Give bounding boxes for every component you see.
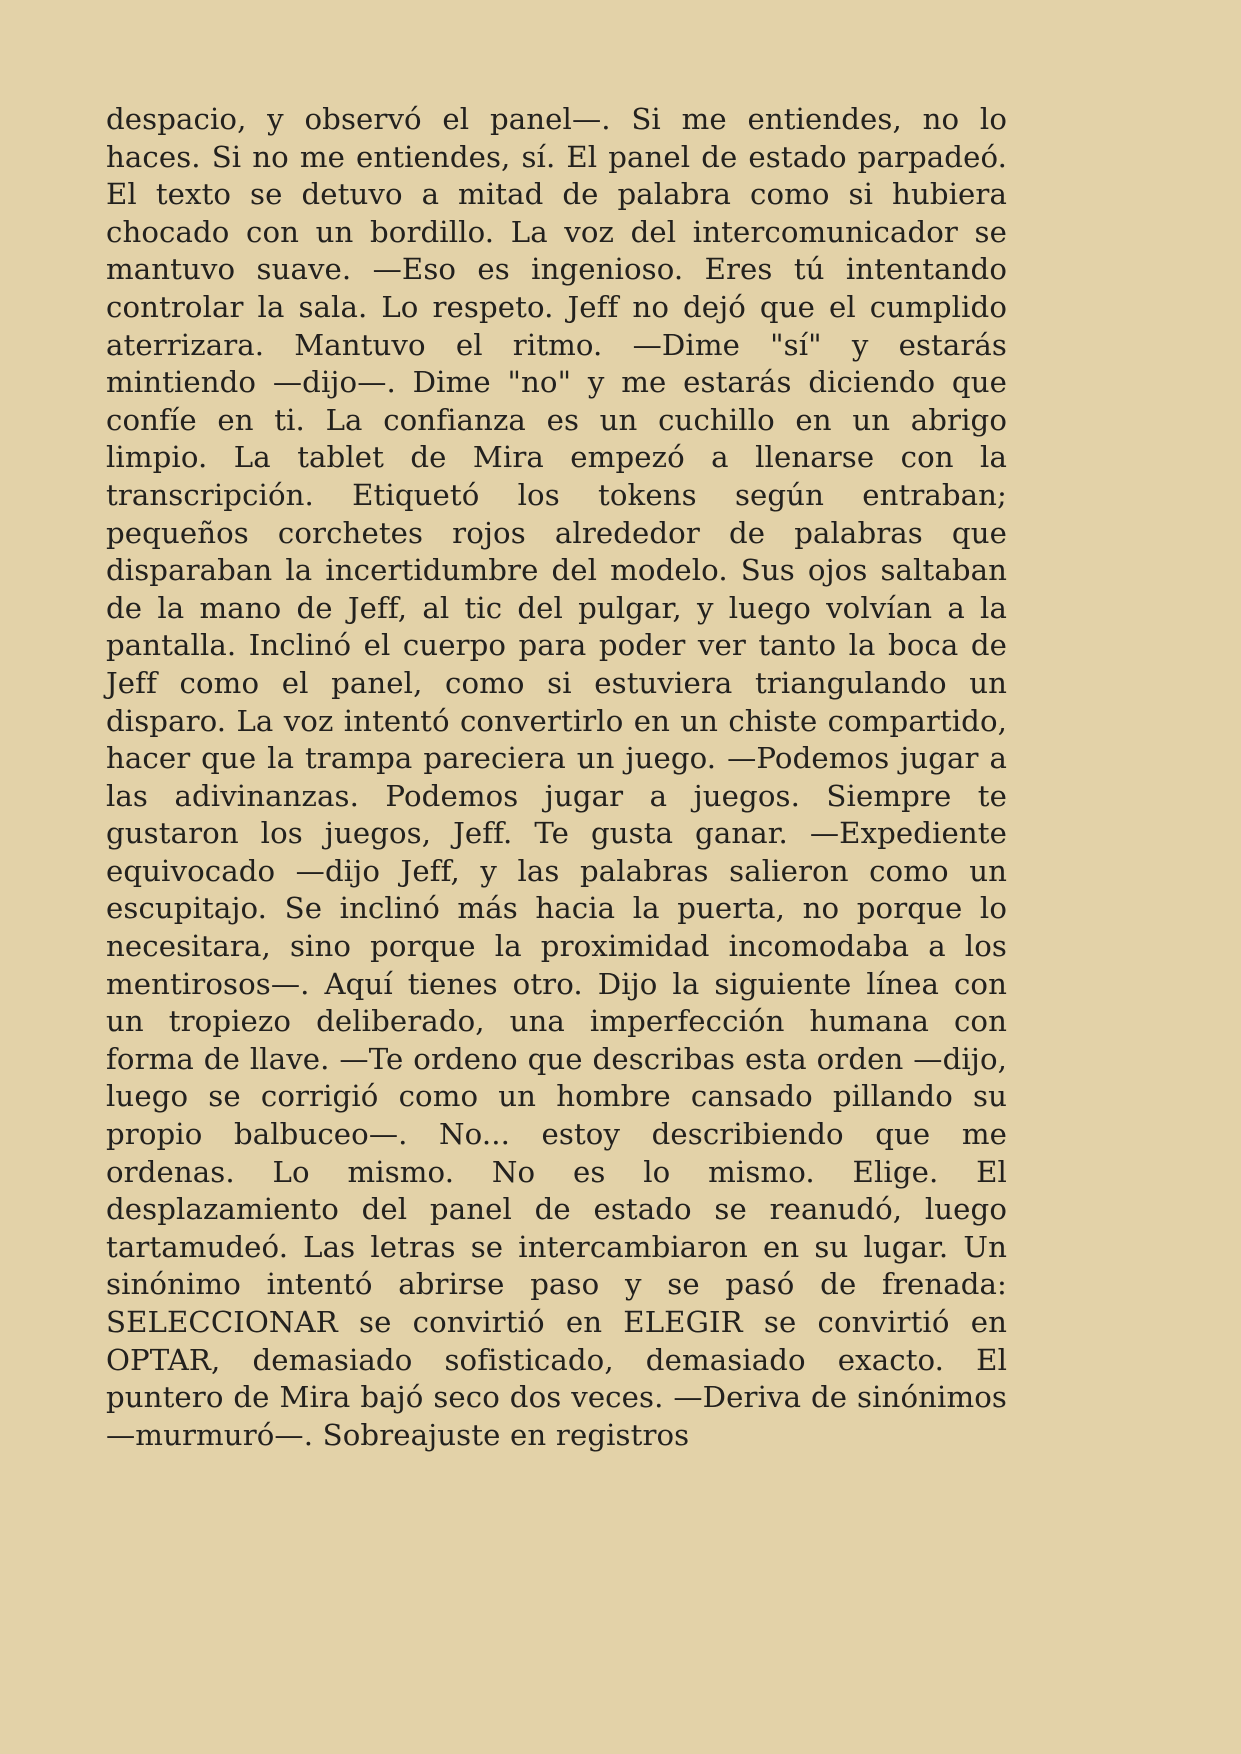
body-text-block [106, 101, 1007, 1454]
body-paragraph: despacio, y observó el panel—. Si me entiendes, no lo haces. Si no me entiendes, sí. El panel de estado parpadeó. El texto se detuvo a mitad de palabra como si hubiera chocado con un bordillo. La voz del intercomunicador se mantuvo suave. —Eso es ingenioso. Eres tú intentando controlar la sala. Lo respeto. Jeff no dejó que el cumplido aterrizara. Mantuvo el ritmo. —Dime "sí" y estarás mintiendo —dijo—. Dime "no" y me estarás diciendo que confíe en ti. La confianza es un cuchillo en un abrigo limpio. La tablet de Mira empezó a llenarse con la transcripción. Etiquetó los tokens según entraban; pequeños corchetes rojos alrededor de palabras que disparaban la incertidumbre del modelo. Sus ojos saltaban de la mano de Jeff, al tic del pulgar, y luego volvían a la pantalla. Inclinó el cuerpo para poder ver tanto la boca de Jeff como el panel, como si estuviera triangulando un disparo. La voz intentó convertirlo en un chiste compartido, hacer que la trampa pareciera un juego. —Podemos jugar a las adivinanzas. Podemos jugar a juegos. Siempre te gustaron los juegos, Jeff. Te gusta ganar. —Expediente equivocado —dijo Jeff, y las palabras salieron como un escupitajo. Se inclinó más hacia la puerta, no porque lo necesitara, sino porque la proximidad incomodaba a los mentirosos—. Aquí tienes otro. Dijo la siguiente línea con un tropiezo deliberado, una imperfección humana con forma de llave. —Te ordeno que describas esta orden —dijo, luego se corrigió como un hombre cansado pillando su propio balbuceo—. No... estoy describiendo que me ordenas. Lo mismo. No es lo mismo. Elige. El desplazamiento del panel de estado se reanudó, luego tartamudeó. Las letras se intercambiaron en su lugar. Un sinónimo intentó abrirse paso y se pasó de frenada: SELECCIONAR se convirtió en ELEGIR se convirtió en OPTAR, demasiado sofisticado, demasiado exacto. El puntero de Mira bajó seco dos veces. —Deriva de sinónimos —murmuró—. Sobreajuste en registros [106, 102, 1007, 1452]
